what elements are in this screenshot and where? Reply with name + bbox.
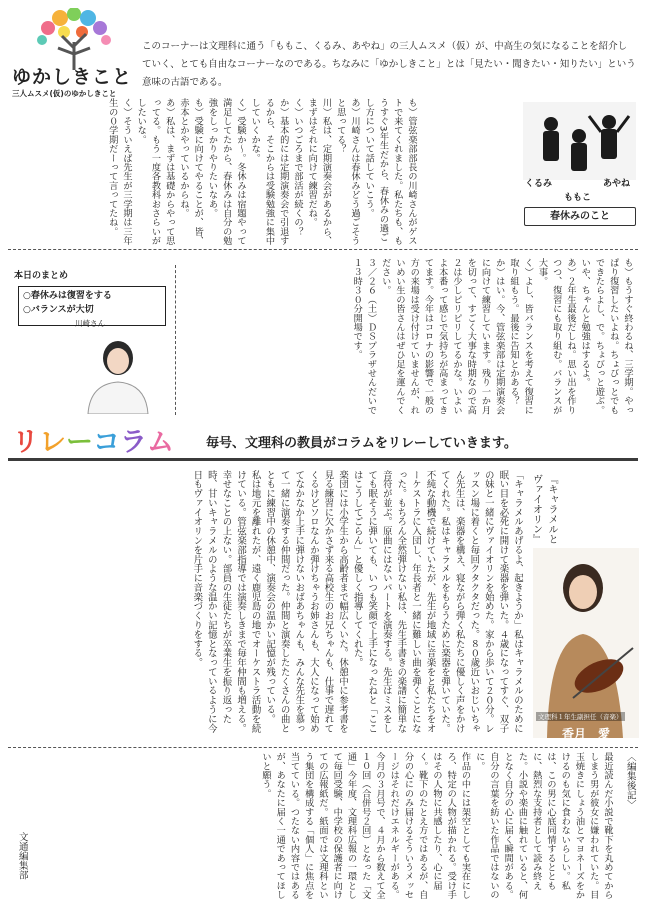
article-title: 『キャラメルと ヴァイオリン』: [530, 474, 557, 544]
logo-title: ゆかしきこと: [12, 66, 133, 88]
teacher-name: 香月 愛: [562, 727, 611, 741]
logo: [8, 8, 136, 100]
spring-box: 春休みのこと: [524, 207, 636, 226]
relay-title: リレーコラム: [12, 427, 174, 458]
tree-logo-icon: [18, 8, 128, 70]
name-momoko: ももこ: [564, 193, 592, 203]
editor-title: 〈編集後記〉: [624, 752, 636, 809]
three-students-photo: [523, 102, 636, 180]
name-kurumi: くるみ: [525, 179, 553, 189]
students-icon: [523, 102, 636, 180]
relay-bottom-divider: [8, 747, 638, 748]
summary-item: ○春休みは復習をする: [23, 291, 112, 301]
editor-sign: 文通編集部: [16, 832, 28, 880]
kawasaki-photo: [70, 332, 166, 414]
teacher-role: 文理科１年生副担任（音楽）: [538, 713, 623, 721]
dialogue-upper: も）管弦楽部部長の川崎さんがゲストで来てくれました。私たちも、もうすぐ3年生だから、春休みの過ごし方について話していこう。 あ）川崎さんは春休みどう過ごそうと思ってる？ 川）私は、定期演奏会があるから、まずはそれに向けて練習だね。 く）いつごろまで部活が続くの？ か）基本的には定期演奏会で引退するから、そこからは受験勉強に集中していくかな。 く）受験か〜。冬休みは宿題やって満足してたから、春休みは自分の勉強をしっかりやりたいなあ。 も）受験に向けてやることが、皆、赤本とかやっているからね。 あ）私は、まずは基礎からやって思ってる。もう一度各教科おさらいがしたいな。 く）そういえば先生が三学期は三年生の０学期だーって言ってたね。: [106, 98, 417, 246]
summary-title: 本日のまとめ: [14, 271, 69, 281]
lower-vertical-divider: [175, 265, 176, 415]
editor-body: 最近読んだ小説で靴下を丸めてからしまう男が彼女に嫌われていた。目玉焼きにしょう油とマヨネーズをかけるのも気に食わないらしい。私は、この男に心底同情するとともに、熱烈な支持者として読み終えた。小説や楽曲に触れていると、何となく自分の心に届く瞬間がある。自分の言葉を紡いた作品ではないのに。 作品の中には架空としても実在にしろ、特定の人物が描かれる。受け手はその人物に共感したり、心に届く。靴下のたとえ方ではあるが、自分の心にのみ届けるそういうメッセージはそれだけエネルギーがある。 今月の３月号で、４月から数えて全１０回（合併号２回）となった「文通」今年度、文理科広報の一環として毎回受験、中学校の保護者に向けての広報紙だ。紙面では文理科という集団を構成する「個人」に焦点を当てている。つたない内容ではあるが、あなたに届く一通であってほしいと願う。: [260, 752, 613, 900]
student-portrait-icon: [70, 332, 166, 414]
kawasaki-caption: 川崎さん: [75, 319, 105, 328]
relay-underline: [8, 458, 638, 461]
relay-subtitle: 毎号、文理科の教員がコラムをリレーしていきます。: [206, 436, 517, 451]
intro-text: このコーナーは文理科に通う「ももこ、くるみ、あやね」の三人ムスメ（仮）が、中高生の気になることを紹介していく、とても自由なコーナーなのである。ちなみに「ゆかしきこと」とは「見たい・聞きたい・知りたい」という意味の古語である。: [142, 41, 636, 89]
logo-subtitle: 三人ムスメ(仮)のゆかしきこと: [12, 89, 117, 98]
relay-body: 「キャラメルあげるよ、起きようか」私はキャラメルのために眠い目を必死に開けて楽器を弾いた。４歳になってすぐ、双子の妹と一緒にヴァイオリンを始めた。家から歩いて２０分。レッスン場に着くと毎回クタクタだった。８０歳近いおじいちゃん先生は、楽器を構え、寝ながら弾く私たちに優しく声をかけてくれた。私はキャラメルをもらうために楽器を弾いていた。 不純な動機で続けていたが、先生が地域に音楽をと私たちをオーケストラに入団し、年長者と一緒に難しい曲を弾くことになった。もちろん全然弾けない私は、先生手書きの楽譜に簡単な音符が並ぶ。原曲にはないパートを演奏する。先生はミスをしても眠そうに弾いても、いつも笑顔で上手になったねと「ここはこうしてごらん」と優しく指導してくれた。 楽団には小学生から高齢者まで幅広くいた。休憩中に参考書を見る練習に欠かさず来る高校生のお兄ちゃんも、仕事で遅れてくるけどソロなんか弾けちゃうお姉さんも、大人になって始めてなかなか上手に弾けないおばあちゃんも、みんな先生を慕って一緒に演奏する仲間だった。仲間と演奏したたくさんの曲とともに練習中の休憩中、演奏会の温かい記憶が残っている。 私は地元を離れたが、遠く鹿児島の地でオーケストラ活動を続けている。管弦楽部指導では演奏しきまで毎年仲間も増える。幸せなことの上ない。部員の生徒たちが卒業生を振り返った時、甘いキャラメルのような温かい記憶となっているように今日もヴァイオリンを片手に音楽づくりをする。: [191, 470, 523, 733]
name-ayane: あやね: [603, 179, 631, 189]
summary-item: ○バランスが大切: [23, 305, 94, 316]
relay-title-label: [12, 420, 13, 421]
upper-divider: [8, 249, 638, 250]
teacher-photo: [533, 548, 639, 738]
violinist-portrait-icon: [533, 548, 639, 738]
dialogue-lower: も）もうすぐ終わるね、三学期。やっぱり復習したいよね。ちょびっとでもできたらよし、で。ちょびっと遊ぶ。いや、ちゃんと勉強はするよ。 あ）２年生最後だしね。思い出を作りつつ、復習にも取り組む。バランスが大事。 く）よし、皆バランスを考えて復習に取り組もう。最後に告知とかある？ か）はい。今、管弦楽部は定期演奏会に向けて練習しています。残り一か月を切って、すごく大事な時期なので高２は少しピリピリしてるかな。いよいよ本番って感じで気持ちが高まってきてます。今年はコロナの影響で一般の方の来場は受け付けていませんが、れいめい生の皆さんはぜひ足を運んでください。 ３／２６（土）ＤＳプラザせんだいで１３時３０分開場です。: [351, 258, 633, 415]
